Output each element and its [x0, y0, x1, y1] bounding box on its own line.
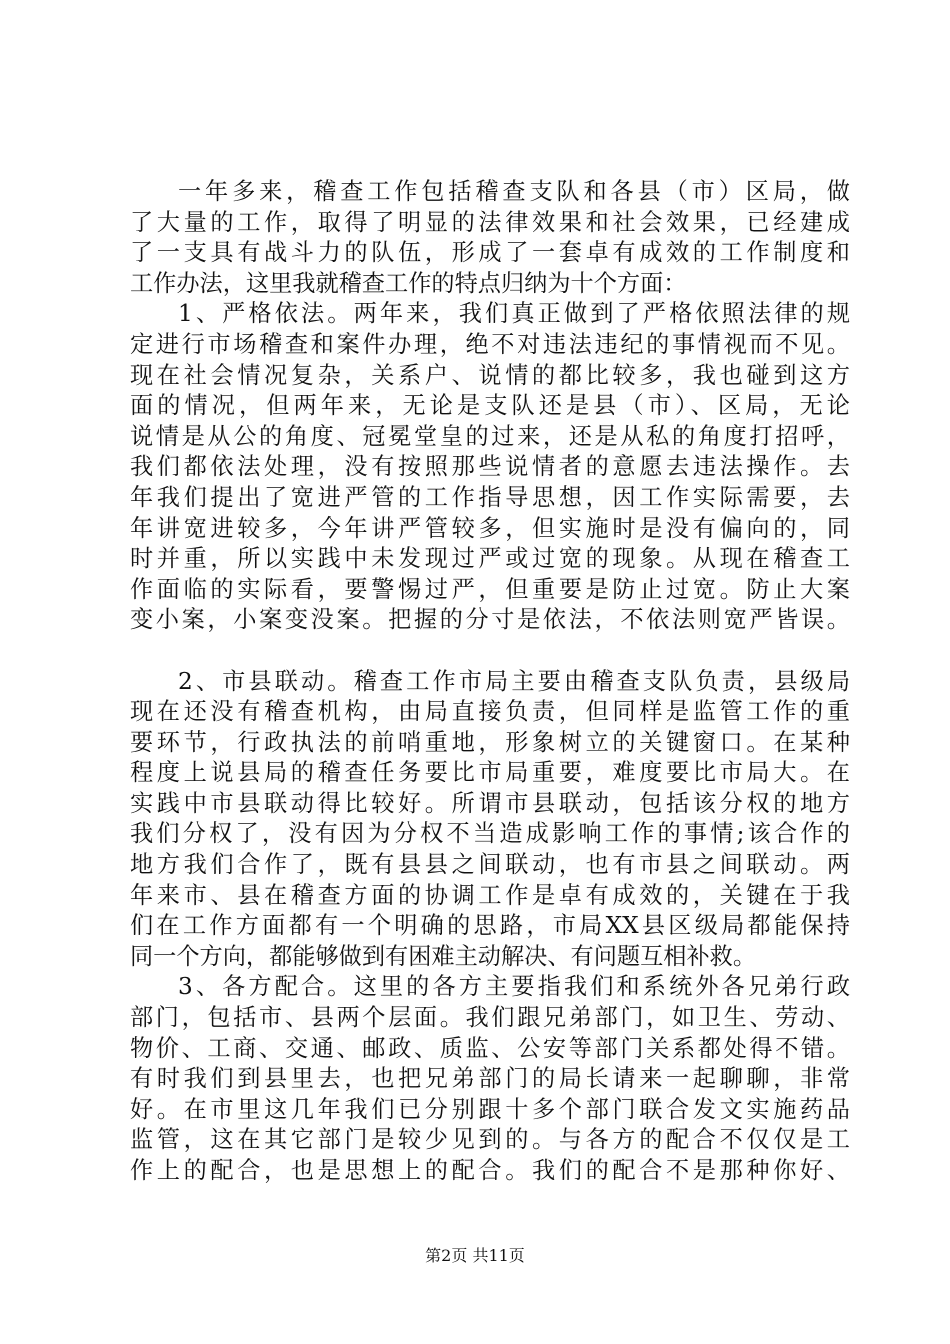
- text-line: 好。在市里这几年我们已分别跟十多个部门联合发文实施药品: [130, 1095, 850, 1123]
- text-line: 现在社会情况复杂，关系户、说情的都比较多，我也碰到这方: [130, 361, 850, 389]
- text-line: 一年多来，稽查工作包括稽查支队和各县（市）区局，做: [178, 178, 850, 205]
- text-line: 同一个方向，都能够做到有困难主动解决、有问题互相补救。: [130, 942, 757, 970]
- text-line: 我们都依法处理，没有按照那些说情者的意愿去违法操作。去: [130, 453, 850, 481]
- text-line: 年我们提出了宽进严管的工作指导思想，因工作实际需要，去: [130, 483, 850, 511]
- text-line: 变小案，小案变没案。把握的分寸是依法，不依法则宽严皆误。: [130, 606, 850, 634]
- page-number-footer: 第2页 共11页: [425, 1246, 525, 1265]
- text-line: 现在还没有稽查机构，由局直接负责，但同样是监管工作的重: [130, 698, 850, 726]
- paragraph-1: [130, 177, 850, 299]
- text-line: 要环节，行政执法的前哨重地，形象树立的关键窗口。在某种: [130, 728, 850, 756]
- text-line: 说情是从公的角度、冠冕堂皇的过来，还是从私的角度打招呼，: [130, 422, 850, 450]
- text-line: 年来市、县在稽查方面的协调工作是卓有成效的，关键在于我: [130, 881, 850, 909]
- text-line: 有时我们到县里去，也把兄弟部门的局长请来一起聊聊，非常: [130, 1065, 850, 1093]
- text-line: 时并重，所以实践中未发现过严或过宽的现象。从现在稽查工: [130, 545, 850, 573]
- text-line: 们在工作方面都有一个明确的思路，市局XX县区级局都能保持: [130, 912, 850, 940]
- text-line: 了一支具有战斗力的队伍，形成了一套卓有成效的工作制度和: [130, 239, 850, 267]
- text-line: 工作办法，这里我就稽查工作的特点归纳为十个方面：: [130, 269, 687, 297]
- paragraph-2: [130, 299, 850, 636]
- text-line: 2、市县联动。稽查工作市局主要由稽查支队负责，县级局: [178, 667, 850, 695]
- text-line: 年讲宽进较多，今年讲严管较多，但实施时是没有偏向的，同: [130, 514, 850, 542]
- text-line: 1、严格依法。两年来，我们真正做到了严格依照法律的规: [178, 300, 850, 328]
- text-line: 监管，这在其它部门是较少见到的。与各方的配合不仅仅是工: [130, 1126, 850, 1154]
- text-line: 部门，包括市、县两个层面。我们跟兄弟部门，如卫生、劳动、: [130, 1004, 850, 1032]
- text-line: 实践中市县联动得比较好。所谓市县联动，包括该分权的地方: [130, 789, 850, 817]
- text-line: 面的情况，但两年来，无论是支队还是县（市）、区局，无论: [130, 392, 850, 420]
- text-line: 作上的配合，也是思想上的配合。我们的配合不是那种你好、: [130, 1157, 850, 1184]
- text-line: 程度上说县局的稽查任务要比市局重要，难度要比市局大。在: [130, 759, 850, 787]
- text-line: 了大量的工作，取得了明显的法律效果和社会效果，已经建成: [130, 208, 850, 236]
- text-line: 定进行市场稽查和案件办理，绝不对违法违纪的事情视而不见。: [130, 330, 850, 358]
- paragraph-gap: [130, 636, 850, 667]
- text-line: 3、各方配合。这里的各方主要指我们和系统外各兄弟行政: [178, 973, 850, 1001]
- text-line: 物价、工商、交通、邮政、质监、公安等部门关系都处得不错。: [130, 1034, 850, 1062]
- paragraph-3: [130, 667, 850, 973]
- paragraph-4: [130, 972, 850, 1186]
- text-line: 作面临的实际看，要警惕过严，但重要是防止过宽。防止大案: [130, 575, 850, 603]
- text-line: 我们分权了，没有因为分权不当造成影响工作的事情;该合作的: [130, 820, 850, 848]
- document-body: [130, 177, 850, 1187]
- text-line: 地方我们合作了，既有县县之间联动，也有市县之间联动。两: [130, 851, 850, 879]
